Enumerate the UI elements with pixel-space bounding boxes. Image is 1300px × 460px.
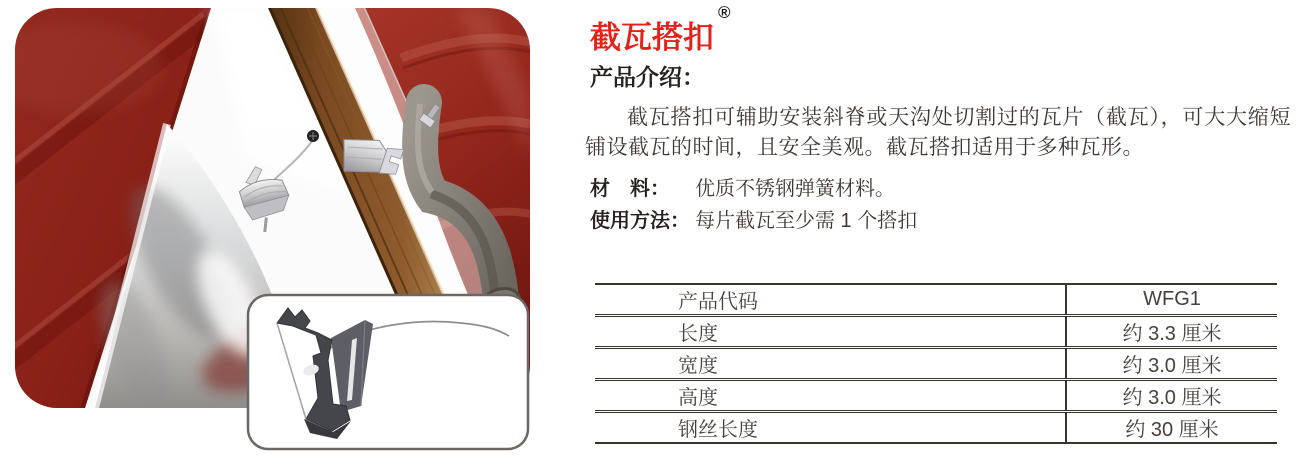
usage-label: 使用方法： [590,210,690,232]
roof-installation-illustration [15,8,530,452]
spec-label: 产品代码 [678,291,758,313]
inset-clip-photo [248,295,528,449]
product-title [590,3,731,57]
spec-row-product-code [595,284,1277,316]
spec-value: 约 3.3 厘米 [1066,316,1277,348]
product-photo [15,8,530,452]
spec-label: 高度 [595,380,1066,412]
spec-value: 约 3.0 厘米 [1066,380,1277,412]
spec-value: WFG1 [1066,284,1277,316]
spec-row-height [595,380,1277,412]
spec-value: 约 30 厘米 [1066,412,1277,444]
spec-label: 宽度 [595,348,1066,380]
spec-label: 钢丝长度 [595,412,1066,444]
spec-label: 长度 [595,316,1066,348]
usage-value: 每片截瓦至少需 1 个搭扣 [695,210,918,232]
spec-table [595,283,1277,444]
material-label: 材 料： [590,178,670,200]
registered-trademark-mark: ® [718,3,731,22]
usage-line [590,208,917,234]
spec-row-wire-length [595,412,1277,444]
spec-value: 约 3.0 厘米 [1066,348,1277,380]
intro-heading: 产品介绍： [590,64,705,90]
product-description: 截瓦搭扣可辅助安装斜脊或天沟处切割过的瓦片（截瓦），可大大缩短铺设截瓦的时间，且安全美观。截瓦搭扣适用于多种瓦形。 [585,106,1291,159]
spec-row-width [595,348,1277,380]
material-line [590,176,895,202]
spec-row-length [595,316,1277,348]
material-value: 优质不锈钢弹簧材料。 [695,178,895,200]
product-title-text: 截瓦搭扣 [590,20,714,55]
